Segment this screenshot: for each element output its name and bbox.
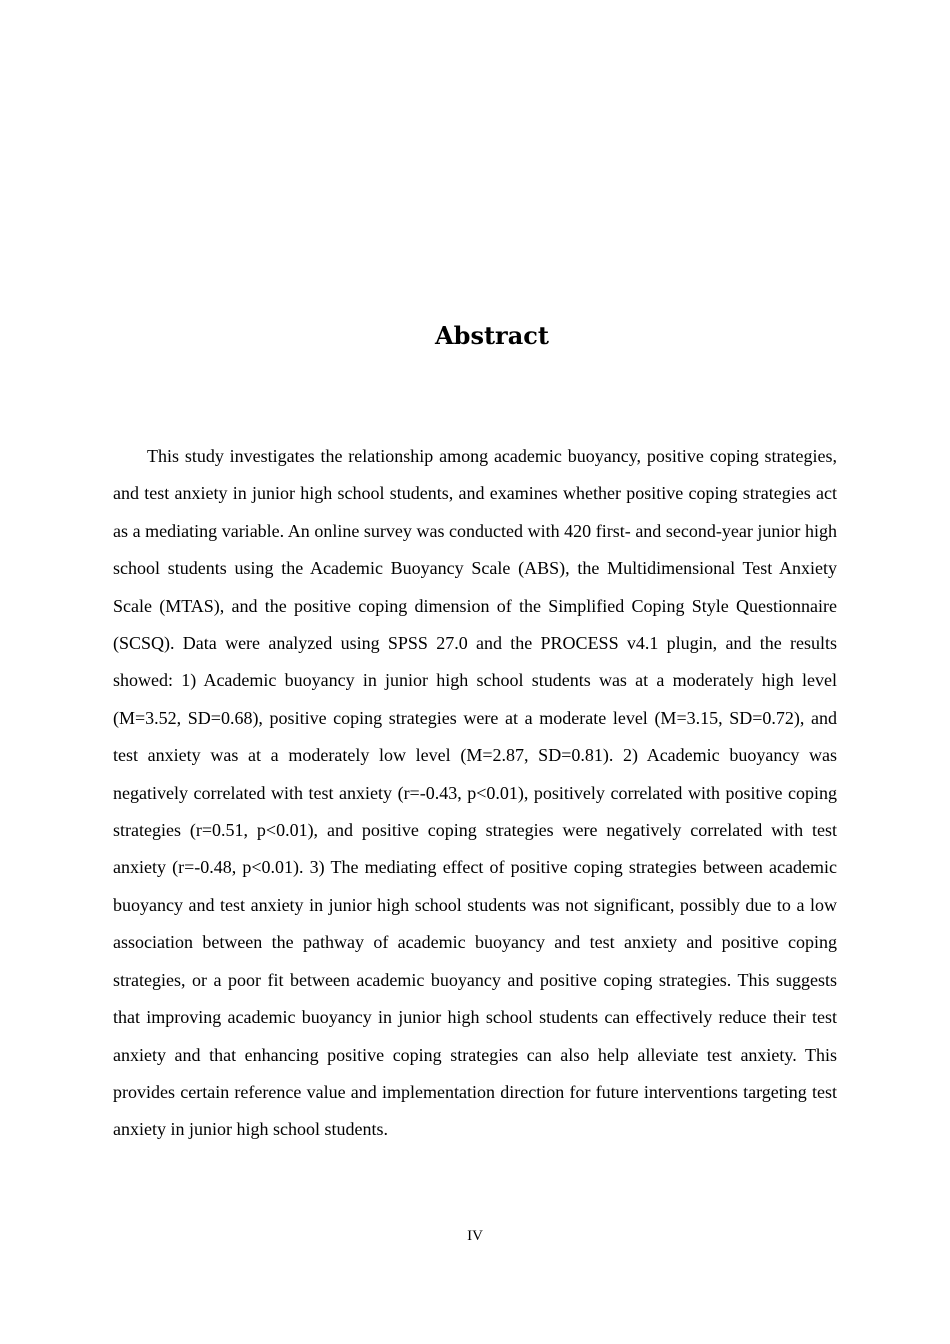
page-number: IV <box>467 1228 483 1244</box>
abstract-paragraph: This study investigates the relationship among academic buoyancy, positive coping strategies, and test anxiety in junior high school students, and examines whether positive coping strategies act as a mediating variable. An online survey was conducted with 420 first- and second-year junior high school students using the Academic Buoyancy Scale (ABS), the Multidimensional Test Anxiety Scale (MTAS), and the positive coping dimension of the Simplified Coping Style Questionnaire (SCSQ). Data were analyzed using SPSS 27.0 and the PROCESS v4.1 plugin, and the results showed: 1) Academic buoyancy in junior high school students was at a moderately high level (M=3.52, SD=0.68), positive coping strategies were at a moderate level (M=3.15, SD=0.72), and test anxiety was at a moderately low level (M=2.87, SD=0.81). 2) Academic buoyancy was negatively correlated with test anxiety (r=-0.43, p<0.01), positively correlated with positive coping strategies (r=0.51, p<0.01), and positive coping strategies were negatively correlated with test anxiety (r=-0.48, p<0.01). 3) The mediating effect of positive coping strategies between academic buoyancy and test anxiety in junior high school students was not significant, possibly due to a low association between the pathway of academic buoyancy and test anxiety and positive coping strategies, or a poor fit between academic buoyancy and positive coping strategies. This suggests that improving academic buoyancy in junior high school students can effectively reduce their test anxiety and that enhancing positive coping strategies can also help alleviate test anxiety. This provides certain reference value and implementation direction for future interventions targeting test anxiety in junior high school students. <box>113 446 837 1140</box>
page-title: Abstract <box>435 321 549 350</box>
